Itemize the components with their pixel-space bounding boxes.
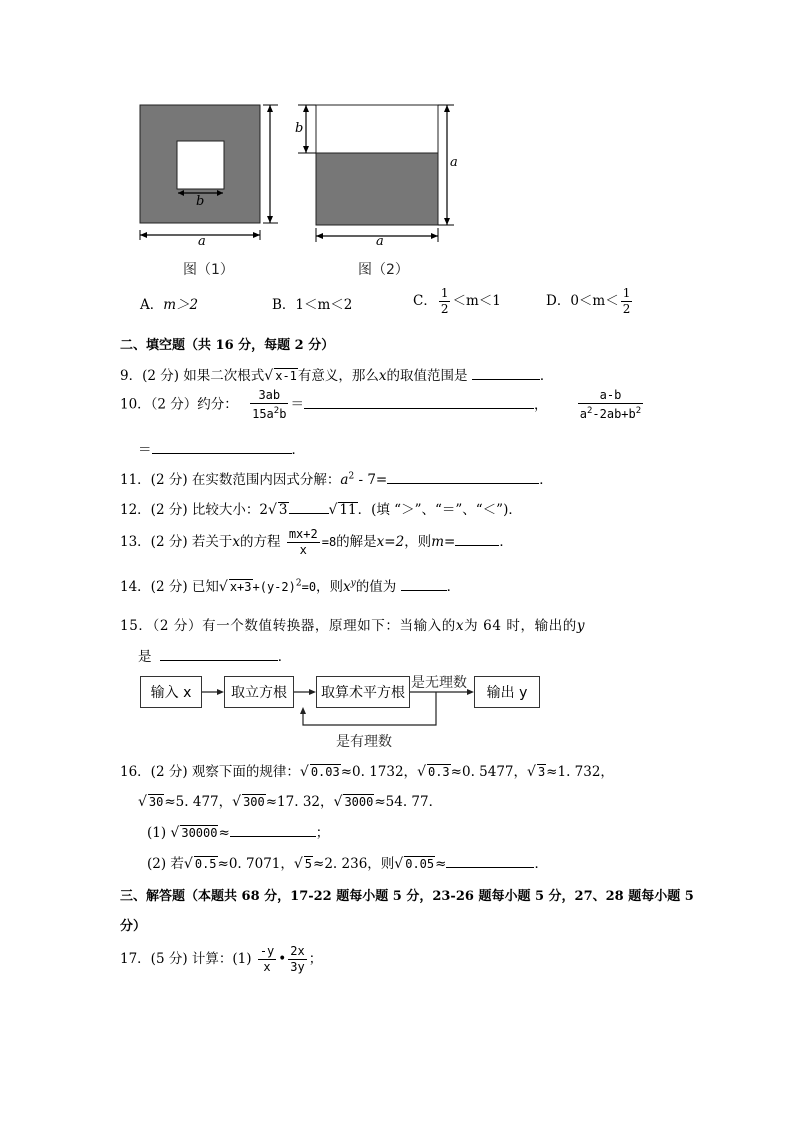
q10-fraction-2: $\frac{a-b}{a^2-2ab+b^2}$ bbox=[579, 388, 642, 421]
q17-fraction-2: $\frac{2x}{3y}$ bbox=[290, 944, 305, 974]
q11: 11．(2 分) 在实数范围内因式分解：$a^2 - 7=$ ． bbox=[120, 468, 553, 488]
q16-line-1: 16．(2 分) 观察下面的规律：√ 0.03≈0. 1732，√ 0.3≈0. 5477，√ 3≈1. 732， bbox=[120, 764, 614, 780]
q9-radicand: x-1 bbox=[275, 369, 297, 383]
q16-answer-blank-2[interactable] bbox=[446, 853, 534, 868]
flow-rational-label: 是有理数 bbox=[336, 734, 392, 750]
q17-fraction-1: $\frac{-y}{x}$ bbox=[259, 944, 275, 974]
flow-cuberoot-box: 取立方根 bbox=[224, 676, 294, 708]
q10-answer-blank-1[interactable] bbox=[304, 394, 534, 409]
q15-answer-blank[interactable] bbox=[160, 646, 278, 661]
figure-1-label-a: a bbox=[198, 234, 206, 249]
option-b-math: 1＜m＜2 bbox=[295, 297, 353, 313]
option-b-letter: B． bbox=[272, 297, 296, 313]
figure-1-label-b: b bbox=[196, 194, 205, 209]
figure-2-label-a-side: a bbox=[450, 155, 458, 170]
option-c-letter: C． bbox=[413, 293, 437, 309]
q9-answer-blank[interactable] bbox=[472, 365, 540, 380]
q12: 12．(2 分) 比较大小：2√ 3 √ 11．(填 “＞”、“＝”、“＜”)． bbox=[120, 498, 522, 518]
q15-line-2: 是 ． bbox=[138, 645, 291, 665]
q16-answer-blank-1[interactable] bbox=[230, 822, 316, 837]
q11-answer-blank[interactable] bbox=[387, 469, 539, 484]
q14-radicand: x+3 bbox=[229, 580, 252, 594]
flow-arrows bbox=[130, 670, 550, 730]
q8-option-c bbox=[413, 286, 501, 317]
q14: 14．(2 分) 已知√ $x+3+(y-2)^2=0$，则$x^y$的值为 ． bbox=[120, 575, 460, 595]
figure-2-label-b: b bbox=[295, 121, 304, 136]
section-3-title-line-2: 分） bbox=[120, 919, 147, 934]
q10: 10．（2 分）约分： $\frac{3ab}{15a^2b}$ ＝ ， $\frac{a-b}{a^2-2ab+b^2}$ bbox=[120, 388, 642, 421]
q8-option-d bbox=[546, 286, 634, 317]
flow-sqrt-box: 取算术平方根 bbox=[316, 676, 410, 708]
q10-line-2: ＝ ． bbox=[138, 438, 305, 458]
q12-answer-blank[interactable] bbox=[289, 499, 329, 514]
flow-irrational-label: 是无理数 bbox=[411, 675, 467, 691]
q16-sub-2: (2) 若√ 0.5≈0. 7071，√ 5≈2. 236，则√ 0.05≈ ． bbox=[147, 852, 548, 872]
option-d-lead: 0＜m＜ bbox=[570, 293, 619, 309]
q16-line-2: √ 30≈5. 477，√ 300≈17. 32，√ 3000≈54. 77． bbox=[138, 794, 443, 810]
q9: 9．(2 分) 如果二次根式√ x-1有意义，那么x的取值范围是 ． bbox=[120, 364, 553, 384]
figure-2-label-a-bottom: a bbox=[376, 234, 384, 249]
q17: 17．(5 分) 计算：(1) $\frac{-y}{x}$ • $\frac{2x}{3y}$ ； bbox=[120, 944, 323, 974]
q13: 13．(2 分) 若关于x的方程 $\frac{mx+2}{x}$ =8的解是x=2，则m= ． bbox=[120, 527, 513, 557]
section-2-title: 二、填空题（共 16 分，每题 2 分） bbox=[120, 338, 335, 353]
q10-answer-blank-2[interactable] bbox=[152, 439, 292, 454]
q13-answer-blank[interactable] bbox=[455, 531, 499, 546]
option-d-letter: D． bbox=[546, 293, 571, 309]
q10-fraction-1: $\frac{3ab}{15a^2b}$ bbox=[252, 388, 287, 421]
q14-answer-blank[interactable] bbox=[401, 576, 447, 591]
q16-sub-1: (1) √ 30000≈ ； bbox=[147, 821, 329, 841]
q8-option-b bbox=[272, 293, 352, 313]
option-a-letter: A． bbox=[140, 297, 164, 313]
q8-option-a bbox=[140, 293, 198, 313]
q12-radicand-1: 3 bbox=[278, 502, 288, 518]
option-a-math: m＞2 bbox=[163, 297, 199, 313]
q13-fraction: $\frac{mx+2}{x}$ bbox=[288, 527, 318, 557]
flow-input-box: 输入 x bbox=[140, 676, 202, 708]
q15-line-1: 15．（2 分）有一个数值转换器，原理如下：当输入的x为 64 时，输出的y bbox=[120, 618, 586, 634]
flow-output-box: 输出 y bbox=[474, 676, 540, 708]
figure-1 bbox=[130, 95, 290, 255]
figure-2 bbox=[290, 95, 470, 255]
option-c-fraction: $\frac{1}{2}$ bbox=[440, 286, 449, 316]
section-3-title: 三、解答题（本题共 68 分，17-22 题每小题 5 分，23-26 题每小题 5 分，27、28 题每小题 5 bbox=[120, 889, 694, 904]
q12-radicand-2: 11 bbox=[339, 502, 357, 518]
figure-1-caption: 图（1） bbox=[183, 262, 234, 278]
option-c-rest: ＜m＜1 bbox=[452, 293, 501, 309]
option-d-fraction: $\frac{1}{2}$ bbox=[622, 286, 631, 316]
figure-2-caption: 图（2） bbox=[358, 262, 409, 278]
